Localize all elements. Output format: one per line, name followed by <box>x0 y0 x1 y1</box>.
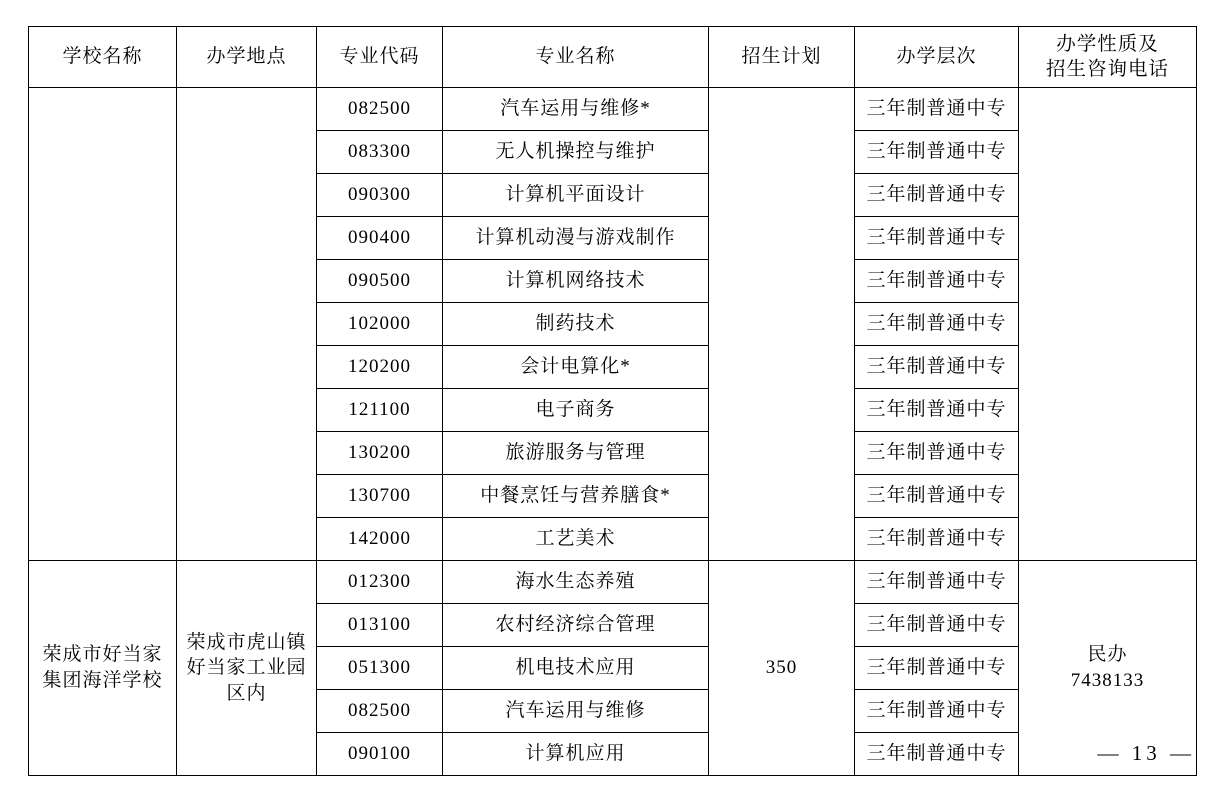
cell-school-site-group2 <box>177 561 317 776</box>
table-body <box>29 88 1197 776</box>
cell-major-code: 090300 <box>317 174 443 217</box>
cell-major-name: 计算机平面设计 <box>443 174 709 217</box>
cell-major-code: 090500 <box>317 260 443 303</box>
cell-major-code: 051300 <box>317 647 443 690</box>
cell-major-code: 121100 <box>317 389 443 432</box>
header-major-code: 专业代码 <box>317 27 443 88</box>
header-nature-line-2: 招生咨询电话 <box>1045 59 1169 80</box>
cell-enrollment-plan-group2: 350 <box>709 561 855 776</box>
cell-major-name: 汽车运用与维修 <box>443 690 709 733</box>
cell-major-code: 012300 <box>317 561 443 604</box>
cell-major-name: 旅游服务与管理 <box>443 432 709 475</box>
cell-major-code: 083300 <box>317 131 443 174</box>
school-site-line-3: 区内 <box>226 682 267 704</box>
table-row <box>29 88 1197 131</box>
cell-major-name: 机电技术应用 <box>443 647 709 690</box>
cell-school-level: 三年制普通中专 <box>855 389 1019 432</box>
cell-major-name: 工艺美术 <box>443 518 709 561</box>
school-name-line-2: 集团海洋学校 <box>42 670 163 691</box>
cell-major-name: 海水生态养殖 <box>443 561 709 604</box>
cell-major-name: 计算机动漫与游戏制作 <box>443 217 709 260</box>
cell-major-code: 142000 <box>317 518 443 561</box>
school-name-line-1: 荣成市好当家 <box>42 644 163 666</box>
cell-major-name: 电子商务 <box>443 389 709 432</box>
cell-major-name: 会计电算化* <box>443 346 709 389</box>
cell-major-code: 082500 <box>317 88 443 131</box>
school-nature-line-1: 民办 <box>1087 644 1128 666</box>
table-header-row <box>29 27 1197 88</box>
cell-major-code: 082500 <box>317 690 443 733</box>
cell-school-level: 三年制普通中专 <box>855 518 1019 561</box>
cell-school-level: 三年制普通中专 <box>855 475 1019 518</box>
cell-school-name-group1 <box>29 88 177 561</box>
school-site-line-1: 荣成市虎山镇 <box>186 631 307 653</box>
cell-school-level: 三年制普通中专 <box>855 88 1019 131</box>
cell-school-site-group1 <box>177 88 317 561</box>
cell-major-name: 计算机应用 <box>443 733 709 776</box>
cell-major-name: 中餐烹饪与营养膳食* <box>443 475 709 518</box>
cell-major-name: 农村经济综合管理 <box>443 604 709 647</box>
cell-school-level: 三年制普通中专 <box>855 432 1019 475</box>
page-number: — 13 — <box>1097 741 1195 765</box>
cell-enrollment-plan-group1 <box>709 88 855 561</box>
header-school-site: 办学地点 <box>177 27 317 88</box>
school-site-line-2: 好当家工业园 <box>186 657 307 679</box>
header-school-nature-phone <box>1019 27 1197 88</box>
cell-school-level: 三年制普通中专 <box>855 131 1019 174</box>
header-nature-line-1: 办学性质及 <box>1056 33 1159 55</box>
cell-school-level: 三年制普通中专 <box>855 260 1019 303</box>
table-row <box>29 561 1197 604</box>
cell-major-code: 013100 <box>317 604 443 647</box>
cell-school-level: 三年制普通中专 <box>855 647 1019 690</box>
cell-school-level: 三年制普通中专 <box>855 604 1019 647</box>
cell-major-code: 120200 <box>317 346 443 389</box>
cell-school-level: 三年制普通中专 <box>855 561 1019 604</box>
cell-major-name: 制药技术 <box>443 303 709 346</box>
school-phone: 7438133 <box>1070 670 1145 691</box>
cell-major-code: 090100 <box>317 733 443 776</box>
cell-major-name: 计算机网络技术 <box>443 260 709 303</box>
enrollment-table <box>28 26 1197 776</box>
cell-major-code: 130200 <box>317 432 443 475</box>
header-major-name: 专业名称 <box>443 27 709 88</box>
cell-school-level: 三年制普通中专 <box>855 174 1019 217</box>
cell-major-code: 090400 <box>317 217 443 260</box>
cell-major-code: 102000 <box>317 303 443 346</box>
cell-school-level: 三年制普通中专 <box>855 690 1019 733</box>
cell-school-level: 三年制普通中专 <box>855 217 1019 260</box>
header-school-name: 学校名称 <box>29 27 177 88</box>
cell-school-level: 三年制普通中专 <box>855 303 1019 346</box>
cell-major-name: 无人机操控与维护 <box>443 131 709 174</box>
cell-school-level: 三年制普通中专 <box>855 733 1019 776</box>
cell-school-nature-group1 <box>1019 88 1197 561</box>
header-enrollment-plan: 招生计划 <box>709 27 855 88</box>
cell-major-name: 汽车运用与维修* <box>443 88 709 131</box>
header-school-level: 办学层次 <box>855 27 1019 88</box>
cell-school-name-group2 <box>29 561 177 776</box>
cell-major-code: 130700 <box>317 475 443 518</box>
table-header <box>29 27 1197 88</box>
cell-school-level: 三年制普通中专 <box>855 346 1019 389</box>
